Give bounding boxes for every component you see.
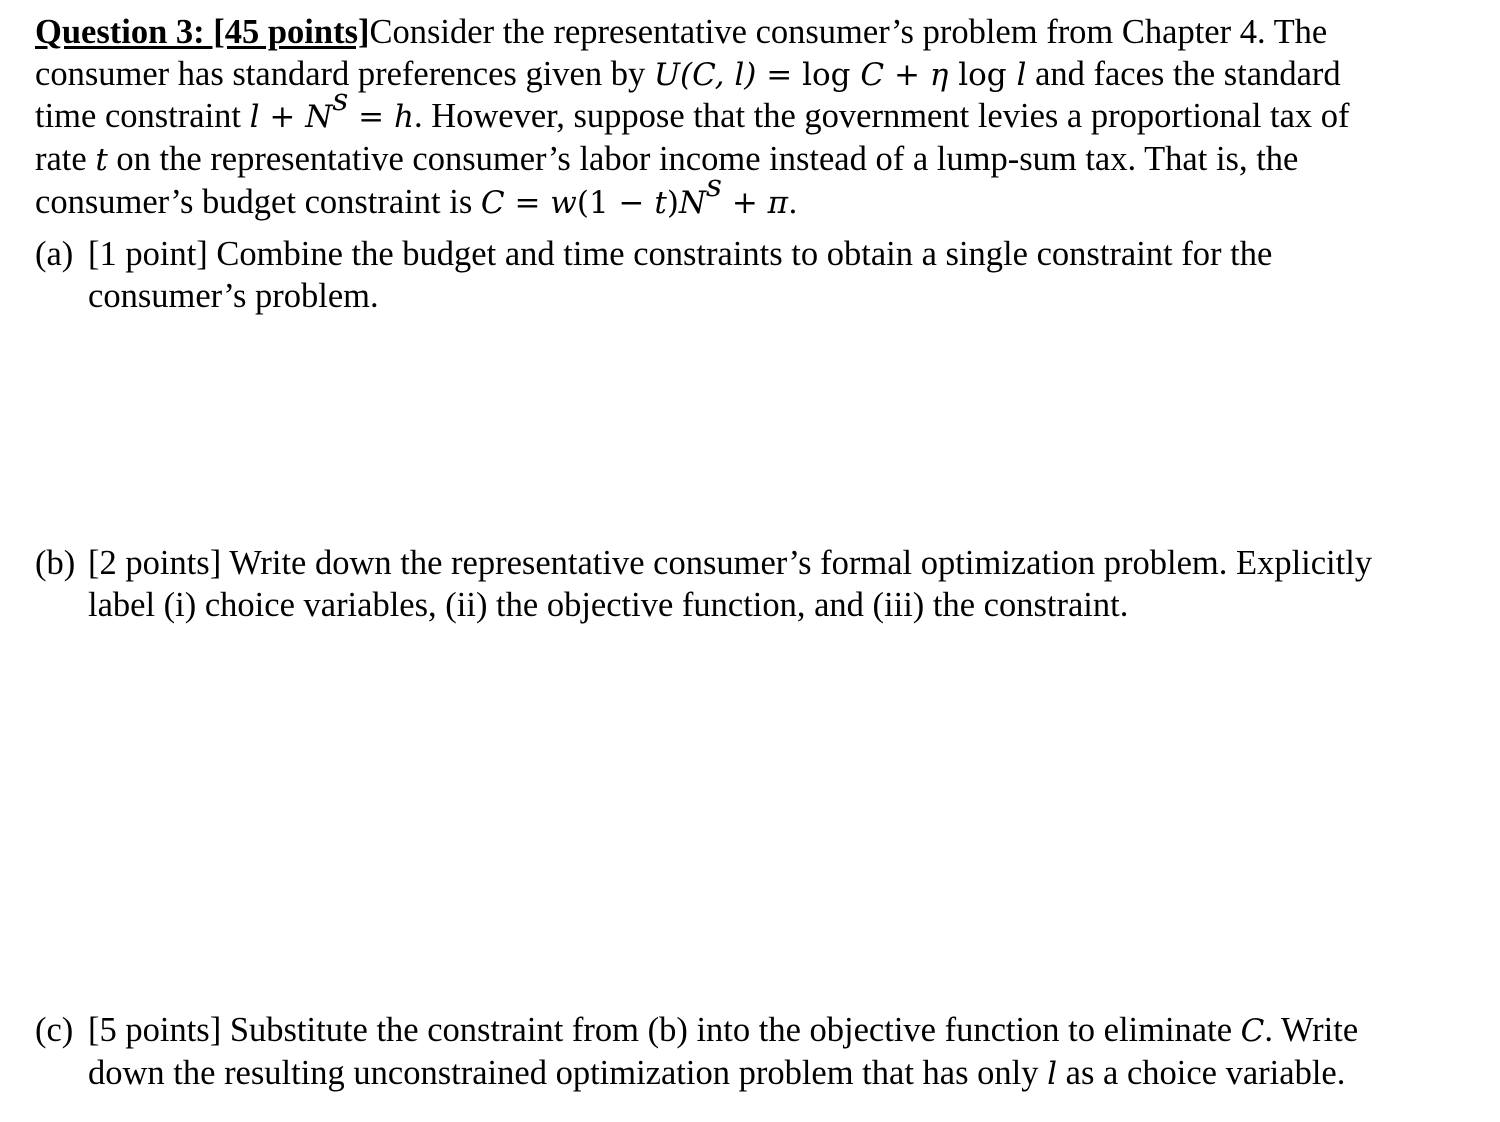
part-b-text: [2 points] Write down the representative consumer’s formal optimization problem. Explicitly — [88, 544, 1373, 582]
math-operator: + — [721, 184, 768, 221]
math-superscript: s — [332, 82, 349, 119]
part-c-line-2 — [35, 1053, 1475, 1096]
part-a-line-1 — [35, 234, 1475, 276]
intro-line-5 — [35, 167, 1475, 225]
math-variable: N — [305, 99, 333, 136]
math-variable: w — [550, 184, 577, 221]
part-b — [35, 543, 1475, 626]
math-operator: = log — [756, 56, 861, 93]
math-variable: l — [1047, 1055, 1058, 1092]
math-variable: C — [860, 56, 885, 93]
math-operator: (1 − — [576, 184, 655, 221]
math-operator: = — [504, 184, 551, 221]
math-operator: ) — [666, 184, 679, 221]
intro-text: consumer’s budget constraint is — [35, 182, 481, 221]
intro-text: time constraint — [35, 97, 250, 136]
math-superscript: s — [706, 167, 722, 204]
math-operator: . — [788, 184, 798, 221]
math-variable: π — [767, 184, 789, 221]
intro-line-4 — [35, 139, 1475, 182]
part-b-line-1 — [35, 543, 1475, 585]
intro-text: Consider the representative consumer’s problem from Chapter 4. The — [369, 13, 1328, 51]
question-intro — [35, 12, 1475, 225]
part-a-line-2: consumer’s problem. — [88, 276, 379, 315]
intro-text: rate — [35, 140, 96, 179]
intro-text: on the representative consumer’s labor income instead of a lump-sum tax. That is, the — [107, 140, 1299, 179]
part-c — [35, 1010, 1475, 1095]
part-c-text: as a choice variable. — [1057, 1053, 1346, 1092]
math-operator: log — [948, 56, 1017, 93]
math-variable: l — [249, 99, 260, 136]
intro-text: consumer has standard preferences given by — [35, 54, 654, 93]
part-a-text: [1 point] Combine the budget and time constraints to obtain a single constraint for the — [88, 235, 1273, 273]
part-b-line-2: label (i) choice variables, (ii) the objective function, and (iii) the constraint. — [88, 585, 1129, 624]
part-a-label: (a) — [35, 235, 74, 273]
math-variable: l — [1016, 56, 1027, 93]
intro-text: . However, suppose that the government levies a proportional tax of — [413, 97, 1350, 136]
math-operator: + — [259, 99, 306, 136]
math-variable: C — [1240, 1013, 1265, 1049]
math-variable: N — [678, 184, 707, 221]
part-c-text: . Write — [1264, 1011, 1359, 1049]
math-operator: = — [348, 99, 394, 136]
intro-line-2 — [35, 54, 1475, 97]
part-c-text: down the resulting unconstrained optimization problem that has only — [88, 1053, 1048, 1092]
part-c-line-1 — [35, 1010, 1475, 1053]
part-c-label: (c) — [35, 1011, 74, 1049]
part-c-text: [5 points] Substitute the constraint from (b) into the objective function to eliminate — [88, 1011, 1241, 1049]
intro-line-1 — [35, 12, 1475, 54]
math-variable: η — [929, 56, 949, 93]
utility-function: U(C, l) — [653, 56, 757, 93]
question-heading: Question 3: [45 points] — [35, 13, 370, 51]
intro-text: and faces the standard — [1026, 54, 1341, 93]
intro-line-3 — [35, 82, 1475, 139]
part-b-label: (b) — [35, 544, 76, 582]
math-variable: t — [654, 184, 667, 221]
math-variable: h — [393, 99, 414, 136]
math-variable: C — [480, 184, 505, 221]
math-variable: t — [95, 142, 108, 179]
math-operator: + — [884, 56, 930, 93]
part-a — [35, 234, 1475, 317]
